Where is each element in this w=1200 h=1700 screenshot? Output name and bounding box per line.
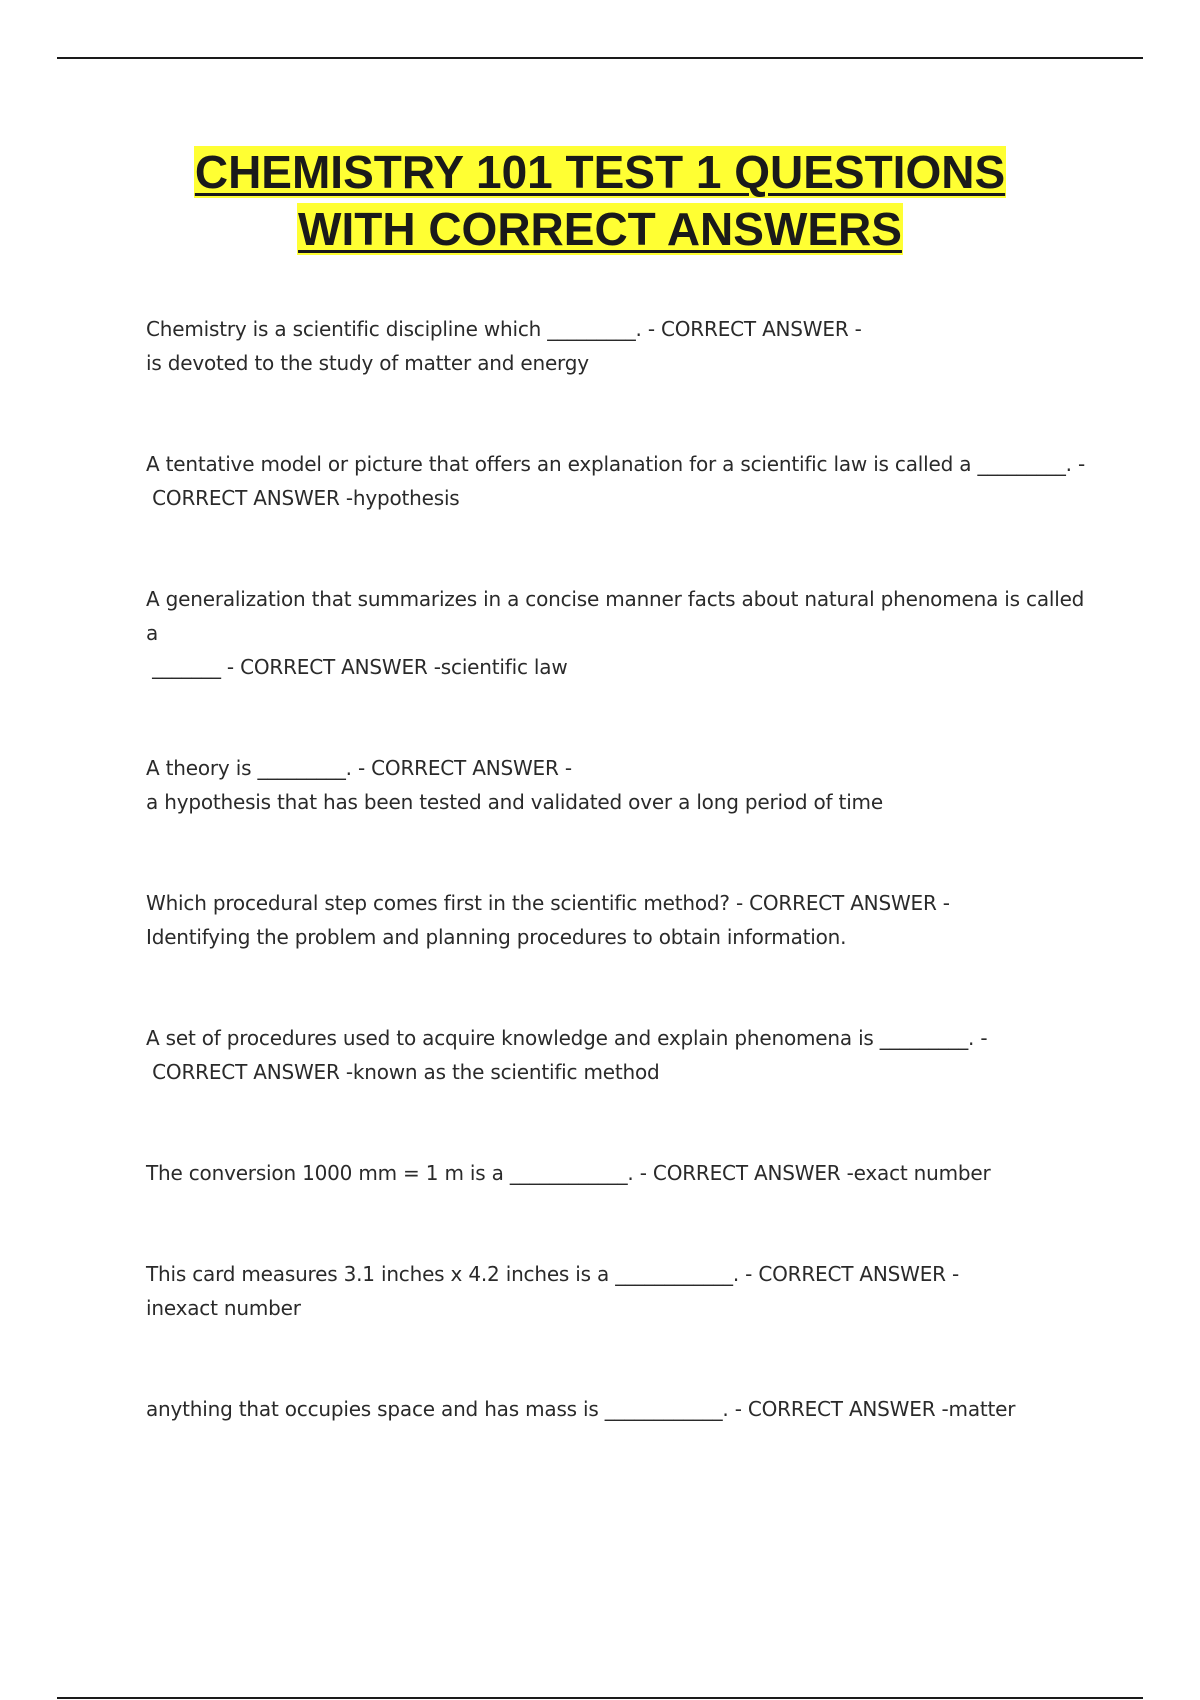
qa-item-3: A generalization that summarizes in a concise manner facts about natural phenomena is called a _______ - CORRECT ANSWER -scientific law <box>146 587 1085 679</box>
qa-item-6: A set of procedures used to acquire knowledge and explain phenomena is _________. - CORRECT ANSWER -known as the scientific method <box>146 1026 988 1084</box>
qa-item-5: Which procedural step comes first in the scientific method? - CORRECT ANSWER - Identifying the problem and planning procedures to obtain information. <box>146 891 950 949</box>
title-line-2: WITH CORRECT ANSWERS <box>298 203 902 255</box>
question-answer-list <box>146 312 1096 1426</box>
qa-item-9: anything that occupies space and has mass is ____________. - CORRECT ANSWER -matter <box>146 1397 1016 1421</box>
qa-item-4: A theory is _________. - CORRECT ANSWER - a hypothesis that has been tested and validated over a long period of time <box>146 756 883 814</box>
qa-item-2: A tentative model or picture that offers an explanation for a scientific law is called a _________. - CORRECT ANSWER -hypothesis <box>146 452 1085 510</box>
bottom-divider <box>57 1697 1143 1699</box>
qa-item-1: Chemistry is a scientific discipline which _________. - CORRECT ANSWER - is devoted to the study of matter and energy <box>146 317 862 375</box>
qa-item-7: The conversion 1000 mm = 1 m is a ____________. - CORRECT ANSWER -exact number <box>146 1161 991 1185</box>
title-line-1: CHEMISTRY 101 TEST 1 QUESTIONS <box>194 146 1006 198</box>
page-title <box>0 144 1200 258</box>
top-divider <box>57 57 1143 59</box>
qa-item-8: This card measures 3.1 inches x 4.2 inches is a ____________. - CORRECT ANSWER - inexact number <box>146 1262 960 1320</box>
